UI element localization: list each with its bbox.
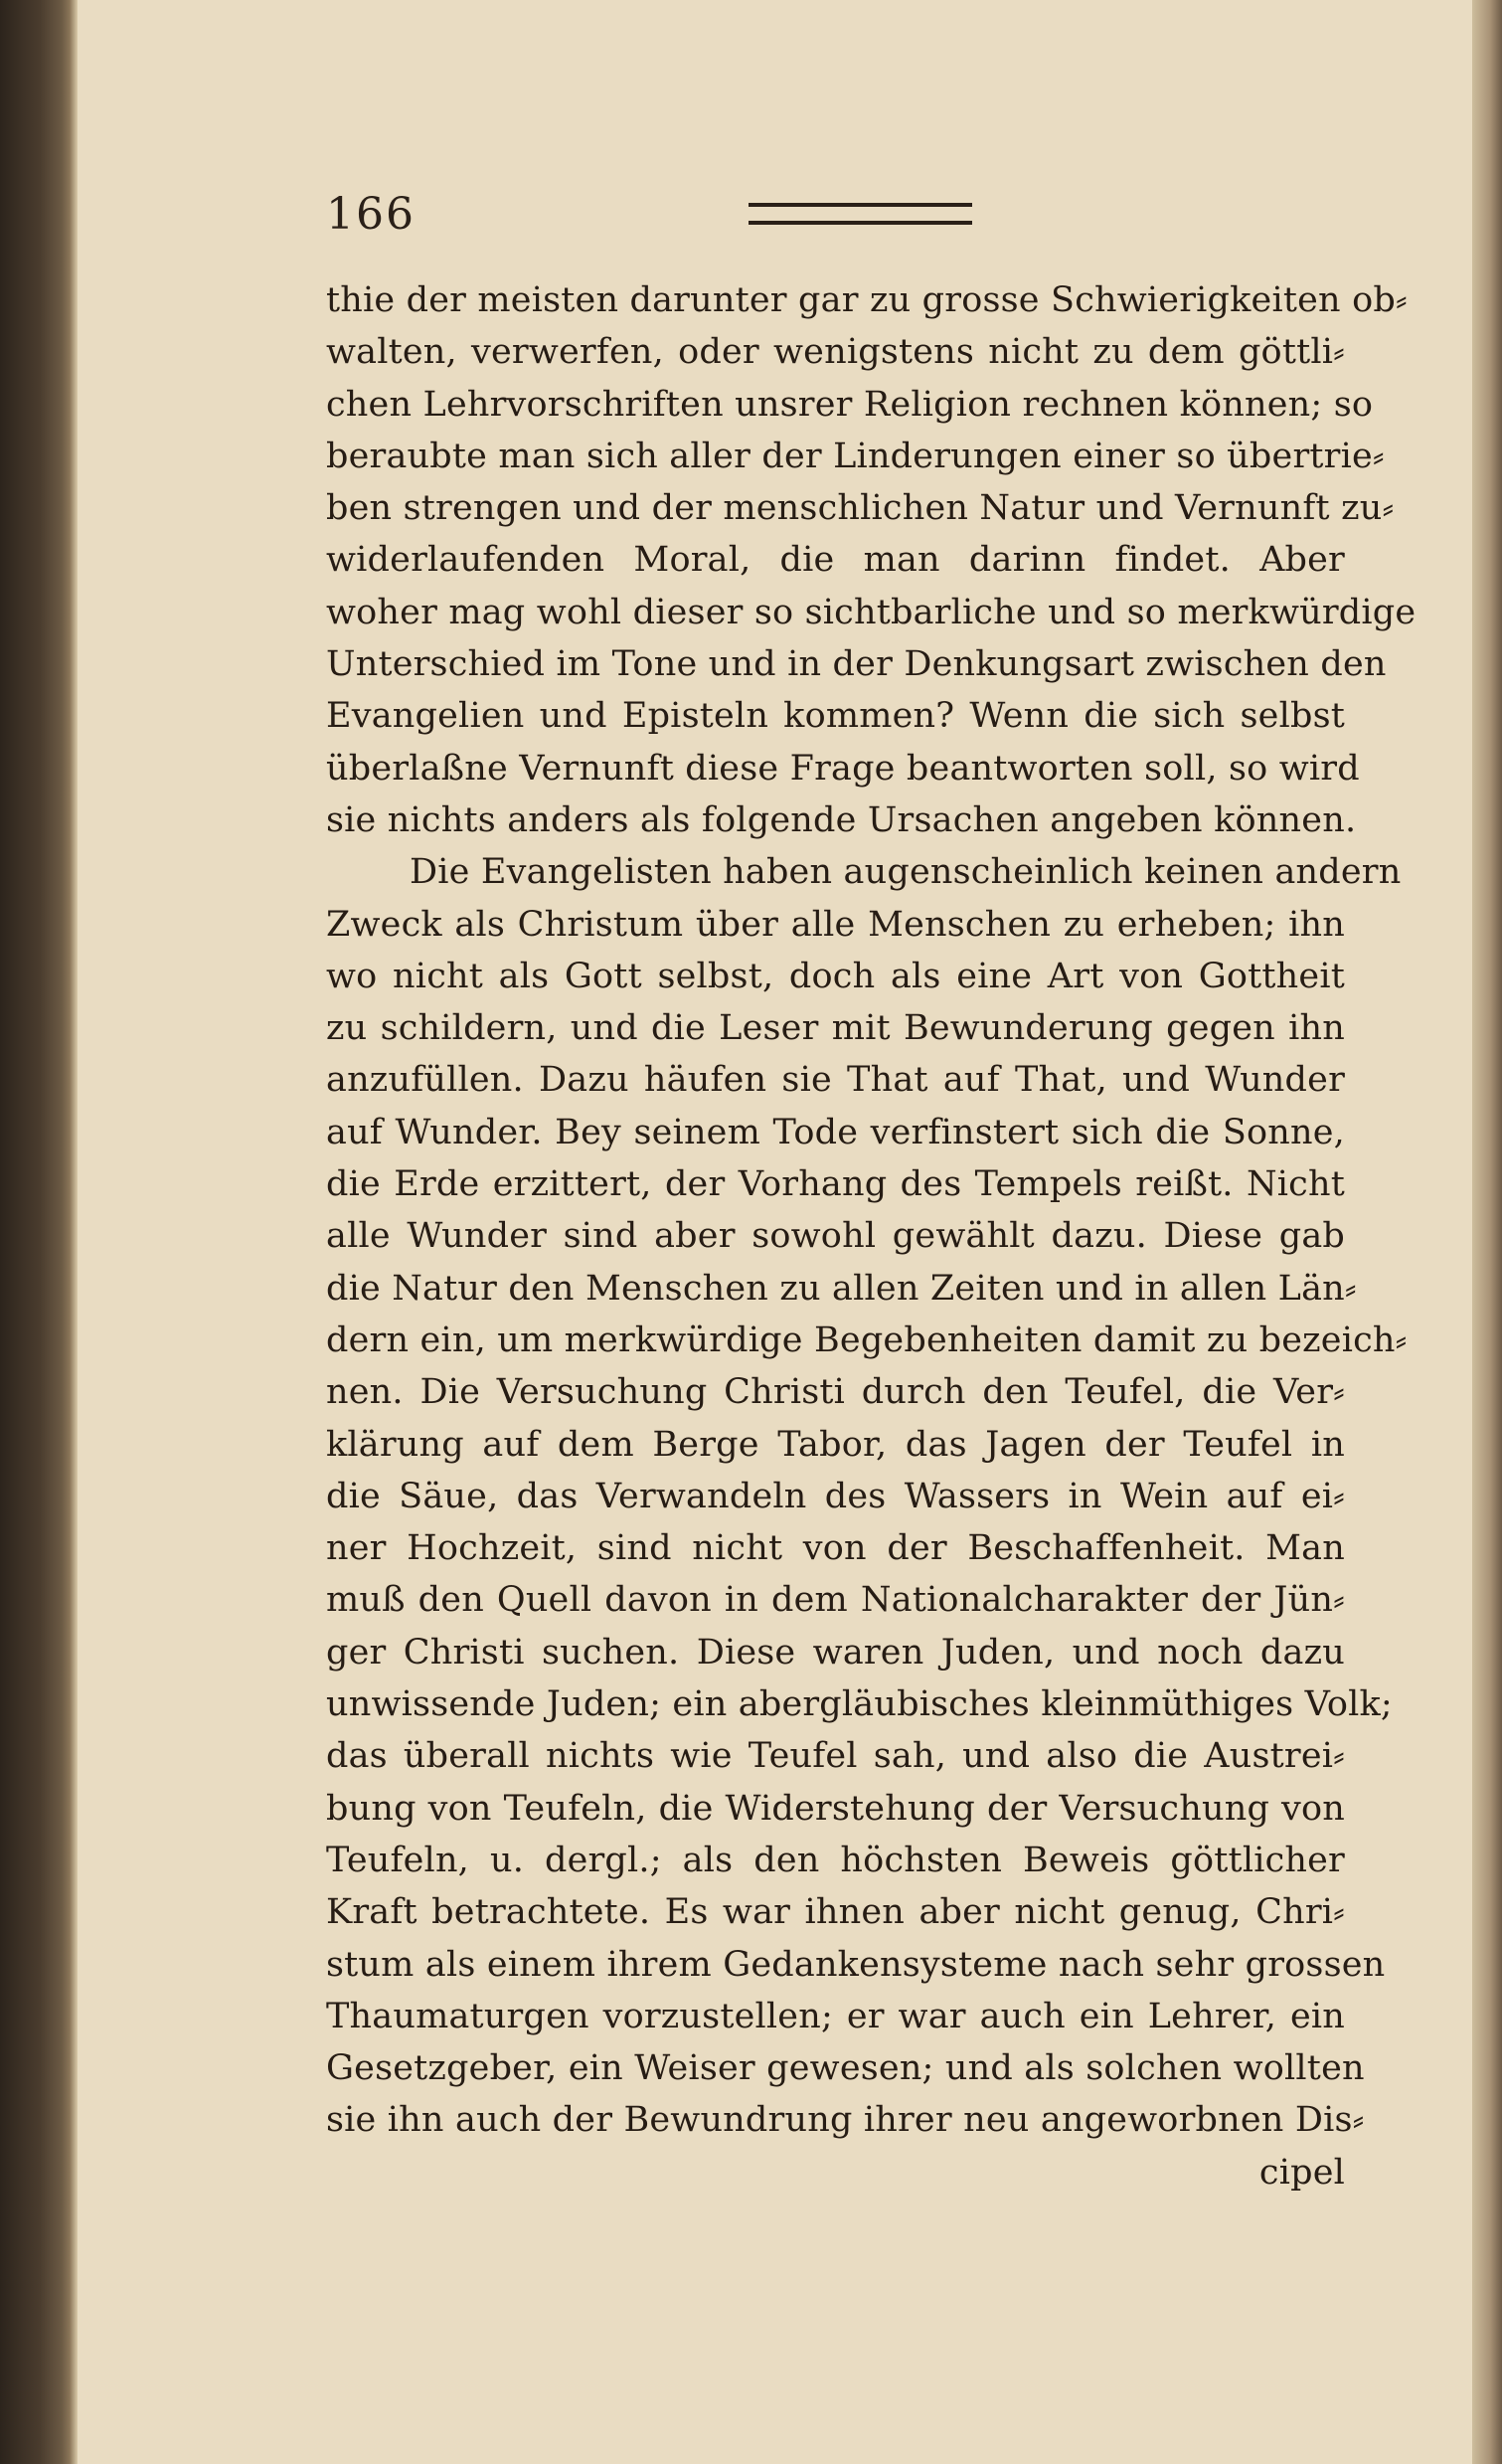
text-line: Die Evangelisten haben augenscheinlich keinen andern — [410, 852, 1402, 893]
text-line: unwissende Juden; ein abergläubisches kleinmüthiges Volk; — [326, 1684, 1393, 1725]
text-line: Zweck als Christum über alle Menschen zu erheben; ihn — [326, 904, 1345, 945]
body-text — [326, 274, 1417, 2199]
header-rule — [749, 203, 972, 225]
text-line: Thaumaturgen vorzustellen; er war auch ein Lehrer, ein — [326, 1996, 1345, 2036]
text-line: alle Wunder sind aber sowohl gewählt dazu. Diese gab — [326, 1216, 1345, 1257]
catchword: cipel — [1258, 2152, 1345, 2193]
text-line: ben strengen und der menschlichen Natur und Vernunft zu⸗ — [326, 488, 1395, 529]
text-line: Kraft betrachtete. Es war ihnen aber nicht genug, Chri⸗ — [326, 1892, 1345, 1933]
text-line: beraubte man sich aller der Linderungen einer so übertrie⸗ — [326, 436, 1385, 476]
text-line: anzufüllen. Dazu häufen sie That auf That, und Wunder — [326, 1060, 1345, 1101]
text-line: woher mag wohl dieser so sichtbarliche und so merkwürdige — [326, 592, 1417, 632]
page-number: 166 — [326, 189, 416, 240]
text-line: nen. Die Versuchung Christi durch den Teufel, die Ver⸗ — [326, 1372, 1345, 1413]
text-line: das überall nichts wie Teufel sah, und also die Austrei⸗ — [326, 1736, 1345, 1777]
text-line: die Erde erzittert, der Vorhang des Tempels reißt. Nicht — [326, 1164, 1345, 1205]
text-line: widerlaufenden Moral, die man darinn findet. Aber — [326, 540, 1345, 581]
text-line: sie ihn auch der Bewundrung ihrer neu angeworbnen Dis⸗ — [326, 2100, 1365, 2141]
text-line: thie der meisten darunter gar zu grosse Schwierigkeiten ob⸗ — [326, 280, 1408, 320]
text-line: muß den Quell davon in dem Nationalcharakter der Jün⸗ — [326, 1580, 1345, 1621]
text-line: dern ein, um merkwürdige Begebenheiten damit zu bezeich⸗ — [326, 1320, 1408, 1360]
text-line: die Säue, das Verwandeln des Wassers in Wein auf ei⸗ — [326, 1476, 1345, 1516]
page-edge — [1472, 0, 1502, 2464]
text-line: die Natur den Menschen zu allen Zeiten und in allen Län⸗ — [326, 1268, 1357, 1309]
text-line: wo nicht als Gott selbst, doch als eine Art von Gottheit — [326, 956, 1345, 996]
text-line: walten, verwerfen, oder wenigstens nicht zu dem göttli⸗ — [326, 332, 1345, 373]
text-line: Teufeln, u. dergl.; als den höchsten Beweis göttlicher — [326, 1840, 1345, 1880]
text-line: sie nichts anders als folgende Ursachen angeben können. — [326, 799, 1357, 840]
text-line: klärung auf dem Berge Tabor, das Jagen der Teufel in — [326, 1424, 1345, 1465]
text-line: Unterschied im Tone und in der Denkungsart zwischen den — [326, 644, 1387, 685]
text-line: zu schildern, und die Leser mit Bewunderung gegen ihn — [326, 1008, 1345, 1049]
page-header — [326, 189, 1380, 249]
text-line: bung von Teufeln, die Widerstehung der Versuchung von — [326, 1788, 1345, 1829]
text-line: auf Wunder. Bey seinem Tode verfinstert sich die Sonne, — [326, 1112, 1345, 1152]
text-line: stum als einem ihrem Gedankensysteme nach sehr grossen — [326, 1944, 1386, 1985]
text-line: chen Lehrvorschriften unsrer Religion rechnen können; so — [326, 384, 1374, 425]
text-line: ger Christi suchen. Diese waren Juden, und noch dazu — [326, 1632, 1345, 1672]
text-line: Gesetzgeber, ein Weiser gewesen; und als solchen wollten — [326, 2048, 1365, 2089]
text-line: überlaßne Vernunft diese Frage beantworten soll, so wird — [326, 748, 1360, 789]
text-line: ner Hochzeit, sind nicht von der Beschaffenheit. Man — [326, 1528, 1345, 1569]
text-line: Evangelien und Episteln kommen? Wenn die sich selbst — [326, 696, 1345, 737]
